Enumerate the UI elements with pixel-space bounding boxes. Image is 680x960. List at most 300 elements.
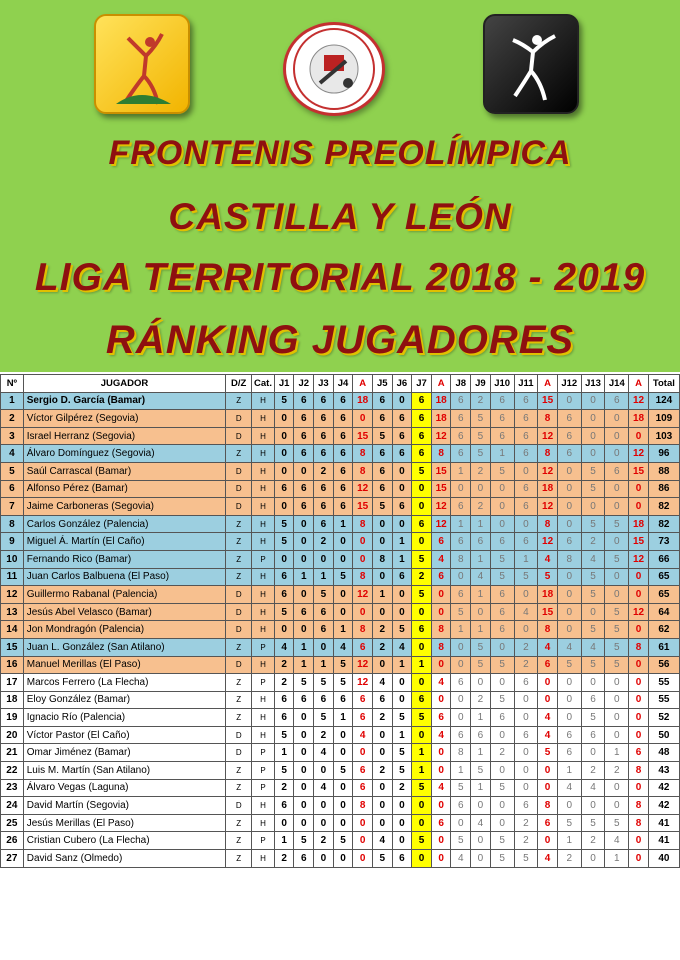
table-cell: 6 (294, 427, 314, 445)
table-cell: D (226, 427, 252, 445)
table-cell: 0 (274, 814, 294, 832)
table-cell: 6 (490, 410, 514, 428)
table-cell: Z (226, 709, 252, 727)
table-cell: 2 (274, 656, 294, 674)
table-cell: 43 (648, 762, 679, 780)
table-row (1, 427, 680, 445)
table-cell: Z (226, 533, 252, 551)
table-cell: 0 (274, 410, 294, 428)
table-cell: 5 (412, 709, 432, 727)
table-cell: 0 (294, 550, 314, 568)
table-cell: 10 (1, 550, 24, 568)
column-header: Nº (1, 375, 24, 393)
table-cell: 8 (431, 445, 451, 463)
table-cell: 0 (514, 762, 538, 780)
table-cell: 0 (451, 709, 471, 727)
table-cell: 6 (538, 656, 558, 674)
table-cell: 5 (605, 814, 629, 832)
table-cell: 12 (538, 498, 558, 516)
table-cell: 0 (294, 744, 314, 762)
table-cell: 0 (581, 392, 605, 410)
table-cell: Jesús Abel Velasco (Bamar) (23, 603, 226, 621)
table-cell: 0 (333, 797, 353, 815)
table-cell: 0 (372, 726, 392, 744)
table-cell: H (252, 480, 275, 498)
table-cell: 0 (629, 832, 649, 850)
table-cell: 0 (605, 445, 629, 463)
table-cell: 0 (538, 762, 558, 780)
table-cell: 6 (412, 621, 432, 639)
table-cell: 5 (314, 674, 334, 692)
player-silhouette-icon (485, 16, 577, 112)
table-cell: 5 (581, 568, 605, 586)
table-cell: 1 (490, 445, 514, 463)
table-cell: Z (226, 445, 252, 463)
table-cell: 5 (514, 568, 538, 586)
table-cell: 6 (294, 445, 314, 463)
table-body (1, 392, 680, 867)
table-cell: 6 (314, 603, 334, 621)
table-cell: 2 (274, 850, 294, 868)
table-cell: 0 (581, 445, 605, 463)
column-header: J1 (274, 375, 294, 393)
table-cell: 0 (353, 550, 373, 568)
table-cell: 18 (1, 691, 24, 709)
player-silhouette-icon (96, 16, 188, 112)
table-cell: 40 (648, 850, 679, 868)
table-cell: 5 (333, 762, 353, 780)
table-cell: 0 (514, 709, 538, 727)
table-cell: 6 (372, 462, 392, 480)
table-cell: 6 (471, 726, 491, 744)
table-cell: 5 (392, 744, 412, 762)
table-cell: 8 (353, 515, 373, 533)
table-cell: 6 (412, 392, 432, 410)
table-cell: 5 (372, 850, 392, 868)
table-cell: 0 (392, 832, 412, 850)
table-cell: 0 (605, 568, 629, 586)
table-cell: 1 (412, 656, 432, 674)
table-cell: 6 (412, 427, 432, 445)
table-cell: 0 (557, 568, 581, 586)
table-cell: 12 (538, 427, 558, 445)
table-cell: 15 (629, 462, 649, 480)
table-cell: 8 (538, 797, 558, 815)
table-cell: 0 (294, 726, 314, 744)
table-row (1, 462, 680, 480)
table-cell: 8 (538, 621, 558, 639)
table-cell: 12 (629, 392, 649, 410)
table-cell: 4 (538, 709, 558, 727)
table-cell: H (252, 568, 275, 586)
table-cell: Z (226, 674, 252, 692)
table-cell: 0 (605, 674, 629, 692)
table-row (1, 586, 680, 604)
table-row (1, 850, 680, 868)
table-cell: 6 (451, 726, 471, 744)
table-cell: 12 (629, 445, 649, 463)
table-cell: 6 (431, 709, 451, 727)
table-cell: 6 (392, 498, 412, 516)
table-row (1, 814, 680, 832)
table-cell: 0 (314, 850, 334, 868)
table-cell: P (252, 744, 275, 762)
table-cell: 6 (392, 427, 412, 445)
table-cell: 6 (274, 709, 294, 727)
table-cell: 4 (451, 850, 471, 868)
table-cell: 0 (629, 779, 649, 797)
table-cell: 1 (451, 762, 471, 780)
table-cell: 2 (372, 709, 392, 727)
table-cell: 96 (648, 445, 679, 463)
table-cell: 65 (648, 568, 679, 586)
table-cell: 8 (451, 550, 471, 568)
table-cell: 5 (372, 427, 392, 445)
table-cell: Guillermo Rabanal (Palencia) (23, 586, 226, 604)
table-cell: Luis M. Martín (San Atilano) (23, 762, 226, 780)
table-row (1, 392, 680, 410)
table-cell: Z (226, 850, 252, 868)
table-cell: Jesús Merillas (El Paso) (23, 814, 226, 832)
table-cell: 5 (274, 392, 294, 410)
table-cell: 0 (557, 603, 581, 621)
table-cell: 1 (392, 656, 412, 674)
table-row (1, 832, 680, 850)
table-cell: 5 (412, 832, 432, 850)
table-cell: 5 (333, 568, 353, 586)
table-cell: 6 (294, 392, 314, 410)
table-cell: 0 (372, 814, 392, 832)
table-cell: 6 (333, 498, 353, 516)
table-cell: 20 (1, 726, 24, 744)
table-cell: 0 (581, 850, 605, 868)
table-cell: 73 (648, 533, 679, 551)
table-cell: Sergio D. García (Bamar) (23, 392, 226, 410)
table-cell: 4 (314, 779, 334, 797)
table-cell: 0 (431, 656, 451, 674)
table-cell: 1 (471, 779, 491, 797)
table-cell: P (252, 550, 275, 568)
table-cell: 0 (538, 674, 558, 692)
table-cell: 6 (314, 392, 334, 410)
table-cell: H (252, 427, 275, 445)
table-cell: 5 (471, 445, 491, 463)
table-cell: 1 (471, 621, 491, 639)
table-cell: 0 (490, 674, 514, 692)
table-cell: Cristian Cubero (La Flecha) (23, 832, 226, 850)
table-cell: D (226, 603, 252, 621)
table-cell: 6 (333, 392, 353, 410)
table-cell: 9 (1, 533, 24, 551)
table-cell: 5 (471, 762, 491, 780)
table-cell: 0 (412, 498, 432, 516)
table-cell: 0 (605, 779, 629, 797)
table-cell: 5 (490, 832, 514, 850)
table-cell: 0 (274, 498, 294, 516)
table-cell: 5 (581, 462, 605, 480)
table-cell: D (226, 480, 252, 498)
table-cell: 6 (353, 779, 373, 797)
table-cell: Israel Herranz (Segovia) (23, 427, 226, 445)
table-cell: Z (226, 762, 252, 780)
table-cell: 0 (581, 410, 605, 428)
table-cell: H (252, 586, 275, 604)
table-cell: 4 (372, 674, 392, 692)
table-cell: 15 (353, 427, 373, 445)
table-cell: 0 (274, 550, 294, 568)
table-cell: 27 (1, 850, 24, 868)
column-header: J3 (314, 375, 334, 393)
table-cell: 0 (605, 498, 629, 516)
table-cell: 1 (412, 744, 432, 762)
table-cell: 0 (294, 586, 314, 604)
table-cell: Z (226, 515, 252, 533)
table-cell: 5 (294, 674, 314, 692)
table-cell: 6 (557, 410, 581, 428)
table-cell: 1 (514, 550, 538, 568)
column-header: JUGADOR (23, 375, 226, 393)
table-cell: H (252, 709, 275, 727)
table-cell: 0 (557, 392, 581, 410)
table-cell: 0 (314, 762, 334, 780)
table-cell: 5 (314, 709, 334, 727)
table-cell: 2 (514, 656, 538, 674)
table-cell: 4 (581, 779, 605, 797)
table-cell: 5 (412, 462, 432, 480)
table-cell: 14 (1, 621, 24, 639)
table-cell: 0 (294, 621, 314, 639)
table-cell: 1 (294, 638, 314, 656)
table-cell: 0 (557, 586, 581, 604)
table-cell: 2 (514, 814, 538, 832)
table-cell: 2 (372, 762, 392, 780)
table-cell: 6 (514, 427, 538, 445)
table-cell: 0 (451, 480, 471, 498)
table-cell: 0 (392, 814, 412, 832)
table-row (1, 603, 680, 621)
column-header: J5 (372, 375, 392, 393)
column-header: A (431, 375, 451, 393)
table-cell: 0 (294, 779, 314, 797)
table-row (1, 797, 680, 815)
table-cell: 0 (490, 797, 514, 815)
table-cell: 5 (471, 638, 491, 656)
column-header: J6 (392, 375, 412, 393)
table-cell: D (226, 410, 252, 428)
table-cell: 4 (392, 638, 412, 656)
table-cell: 0 (605, 533, 629, 551)
table-cell: 1 (471, 550, 491, 568)
table-cell: 2 (372, 638, 392, 656)
table-row (1, 674, 680, 692)
table-cell: H (252, 445, 275, 463)
table-cell: 1 (294, 656, 314, 674)
table-cell: 1 (451, 515, 471, 533)
table-cell: 6 (557, 427, 581, 445)
table-cell: 0 (514, 691, 538, 709)
table-cell: 18 (538, 586, 558, 604)
table-cell: 0 (490, 814, 514, 832)
table-cell: 0 (538, 832, 558, 850)
column-header: J14 (605, 375, 629, 393)
table-cell: 5 (372, 498, 392, 516)
table-cell: 0 (294, 515, 314, 533)
table-cell: H (252, 797, 275, 815)
table-cell: 6 (314, 515, 334, 533)
table-row (1, 621, 680, 639)
table-cell: 0 (629, 568, 649, 586)
table-cell: 4 (538, 726, 558, 744)
title-line-1: FRONTENIS PREOLÍMPICA (108, 134, 572, 172)
table-cell: 1 (1, 392, 24, 410)
table-cell: 4 (353, 726, 373, 744)
table-cell: 6 (294, 691, 314, 709)
table-cell: 6 (412, 515, 432, 533)
table-cell: D (226, 744, 252, 762)
table-cell: Álvaro Vegas (Laguna) (23, 779, 226, 797)
table-cell: 6 (514, 480, 538, 498)
table-cell: 56 (648, 656, 679, 674)
table-cell: 8 (629, 638, 649, 656)
table-cell: 0 (471, 480, 491, 498)
table-cell: 6 (1, 480, 24, 498)
table-cell: 0 (333, 533, 353, 551)
table-cell: 0 (392, 480, 412, 498)
table-cell: 0 (605, 726, 629, 744)
table-cell: 0 (412, 533, 432, 551)
table-cell: 18 (629, 515, 649, 533)
table-cell: 12 (431, 515, 451, 533)
table-cell: 5 (274, 762, 294, 780)
table-cell: 4 (581, 550, 605, 568)
table-cell: 4 (431, 779, 451, 797)
table-cell: 1 (392, 550, 412, 568)
table-cell: 6 (353, 638, 373, 656)
table-cell: 4 (431, 550, 451, 568)
table-cell: 24 (1, 797, 24, 815)
table-cell: 1 (605, 744, 629, 762)
table-cell: 1 (333, 709, 353, 727)
table-cell: 0 (412, 480, 432, 498)
table-row (1, 762, 680, 780)
table-cell: 2 (581, 832, 605, 850)
table-cell: 2 (581, 533, 605, 551)
table-cell: 6 (451, 674, 471, 692)
table-cell: 5 (581, 709, 605, 727)
table-cell: P (252, 762, 275, 780)
table-cell: 15 (538, 392, 558, 410)
table-cell: 0 (581, 797, 605, 815)
table-cell: 0 (581, 427, 605, 445)
table-cell: H (252, 691, 275, 709)
table-cell: 5 (333, 674, 353, 692)
table-cell: 5 (538, 744, 558, 762)
table-cell: 6 (412, 691, 432, 709)
table-cell: 6 (372, 480, 392, 498)
table-cell: 0 (392, 674, 412, 692)
table-cell: 1 (392, 726, 412, 744)
table-cell: 48 (648, 744, 679, 762)
table-cell: 6 (451, 797, 471, 815)
table-cell: 0 (333, 586, 353, 604)
table-cell: 0 (372, 603, 392, 621)
table-cell: 0 (353, 814, 373, 832)
table-cell: 0 (372, 744, 392, 762)
table-cell: 6 (314, 410, 334, 428)
table-cell: 12 (629, 603, 649, 621)
table-cell: 0 (629, 498, 649, 516)
table-cell: 0 (490, 515, 514, 533)
table-cell: 6 (490, 709, 514, 727)
table-cell: 5 (605, 638, 629, 656)
table-cell: 0 (581, 603, 605, 621)
table-cell: 0 (274, 427, 294, 445)
table-cell: Ignacio Río (Palencia) (23, 709, 226, 727)
table-cell: 4 (581, 638, 605, 656)
table-cell: 6 (294, 480, 314, 498)
table-cell: 6 (392, 445, 412, 463)
table-cell: 6 (274, 691, 294, 709)
table-cell: 8 (538, 445, 558, 463)
table-cell: 0 (451, 814, 471, 832)
table-cell: 1 (605, 850, 629, 868)
table-cell: 0 (372, 568, 392, 586)
column-header: Total (648, 375, 679, 393)
table-cell: 6 (274, 568, 294, 586)
title-line-2: CASTILLA Y LEÓN (168, 196, 512, 237)
table-cell: 0 (314, 814, 334, 832)
table-cell: 6 (392, 568, 412, 586)
table-cell: 6 (431, 568, 451, 586)
table-cell: P (252, 638, 275, 656)
table-cell: 6 (490, 427, 514, 445)
table-cell: 0 (557, 515, 581, 533)
table-cell: 4 (314, 744, 334, 762)
table-cell: 0 (538, 779, 558, 797)
table-cell: 0 (629, 850, 649, 868)
table-cell: Víctor Gilpérez (Segovia) (23, 410, 226, 428)
table-cell: 5 (605, 656, 629, 674)
table-cell: 6 (294, 410, 314, 428)
table-cell: 6 (514, 797, 538, 815)
table-cell: 0 (412, 603, 432, 621)
table-cell: 0 (451, 638, 471, 656)
table-cell: 5 (1, 462, 24, 480)
table-cell: 8 (353, 445, 373, 463)
table-cell: 0 (451, 656, 471, 674)
table-cell: 2 (471, 462, 491, 480)
table-cell: 2 (314, 533, 334, 551)
table-cell: 0 (605, 427, 629, 445)
table-cell: 8 (353, 621, 373, 639)
table-cell: 6 (557, 445, 581, 463)
table-cell: 6 (333, 480, 353, 498)
table-cell: 5 (471, 427, 491, 445)
table-cell: Saúl Carrascal (Bamar) (23, 462, 226, 480)
table-cell: 42 (648, 797, 679, 815)
table-cell: 1 (557, 832, 581, 850)
table-cell: 5 (392, 762, 412, 780)
table-cell: 5 (274, 603, 294, 621)
table-cell: Z (226, 814, 252, 832)
table-cell: 0 (431, 762, 451, 780)
header-banner (0, 0, 680, 372)
table-cell: 6 (490, 621, 514, 639)
table-cell: 13 (1, 603, 24, 621)
table-cell: 88 (648, 462, 679, 480)
table-cell: H (252, 392, 275, 410)
table-cell: Eloy González (Bamar) (23, 691, 226, 709)
